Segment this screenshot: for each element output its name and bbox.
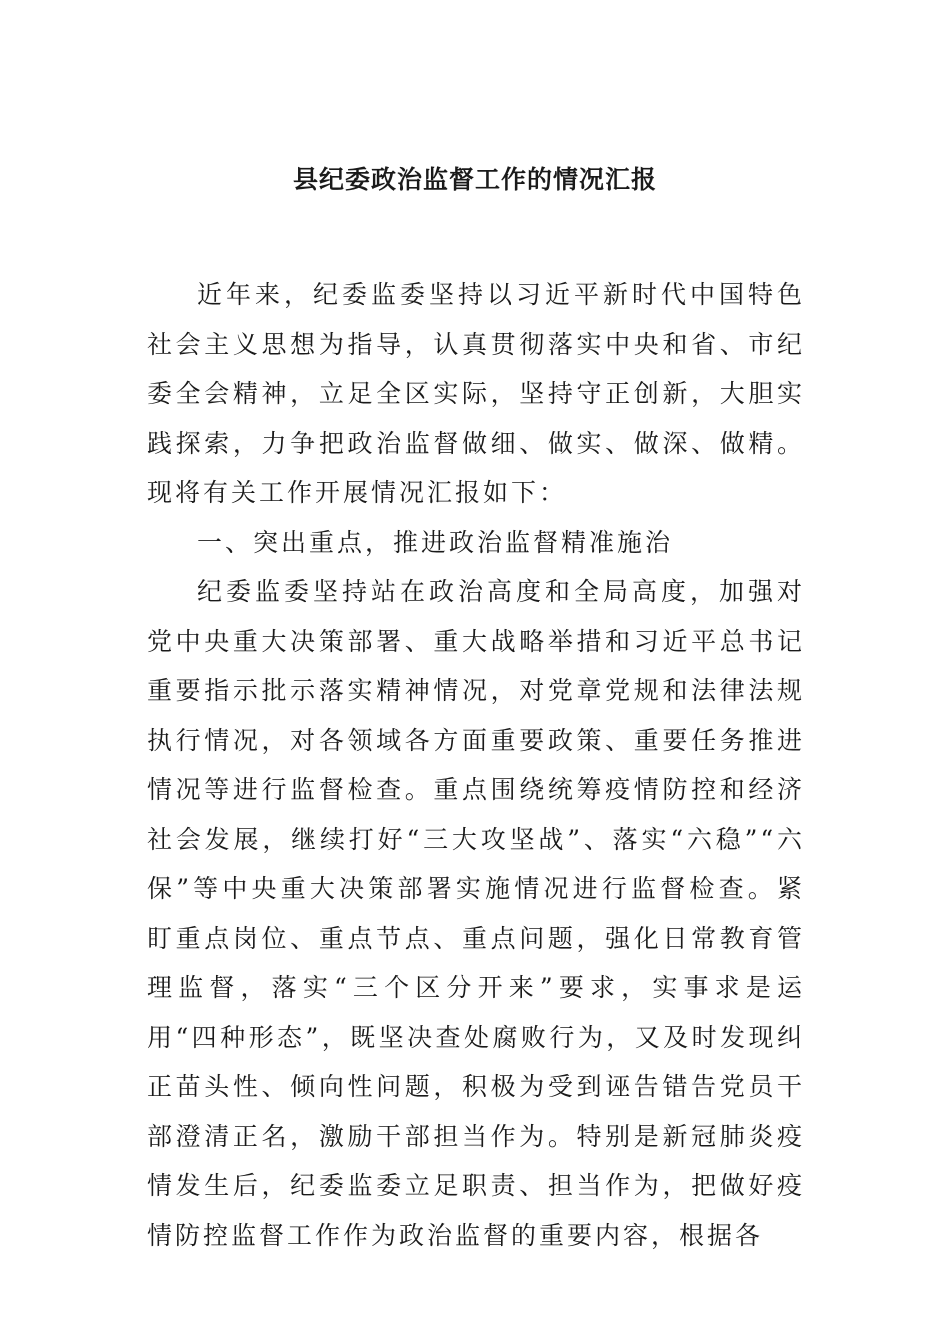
document-body xyxy=(147,270,805,1260)
section-heading-1: 一、突出重点，推进政治监督精准施治 xyxy=(197,527,674,557)
paragraph-section-1: 纪委监委坚持站在政治高度和全局高度，加强对党中央重大决策部署、重大战略举措和习近平总书记重要指示批示落实精神情况，对党章党规和法律法规执行情况，对各领域各方面重要政策、重要任务推进情况等进行监督检查。重点围绕统筹疫情防控和经济社会发展，继续打好“三大攻坚战”、落实“六稳”“六保”等中央重大决策部署实施情况进行监督检查。紧盯重点岗位、重点节点、重点问题，强化日常教育管理监督，落实“三个区分开来”要求，实事求是运用“四种形态”，既坚决查处腐败行为，又及时发现纠正苗头性、倾向性问题，积极为受到诬告错告党员干部澄清正名，激励干部担当作为。特别是新冠肺炎疫情发生后，纪委监委立足职责、担当作为，把做好疫情防控监督工作作为政治监督的重要内容，根据各 xyxy=(147,577,805,1250)
document-title: 县纪委政治监督工作的情况汇报 xyxy=(292,165,657,194)
paragraph-intro: 近年来，纪委监委坚持以习近平新时代中国特色社会主义思想为指导，认真贯彻落实中央和省、市纪委全会精神，立足全区实际，坚持守正创新，大胆实践探索，力争把政治监督做细、做实、做深、做精。现将有关工作开展情况汇报如下： xyxy=(147,280,805,507)
